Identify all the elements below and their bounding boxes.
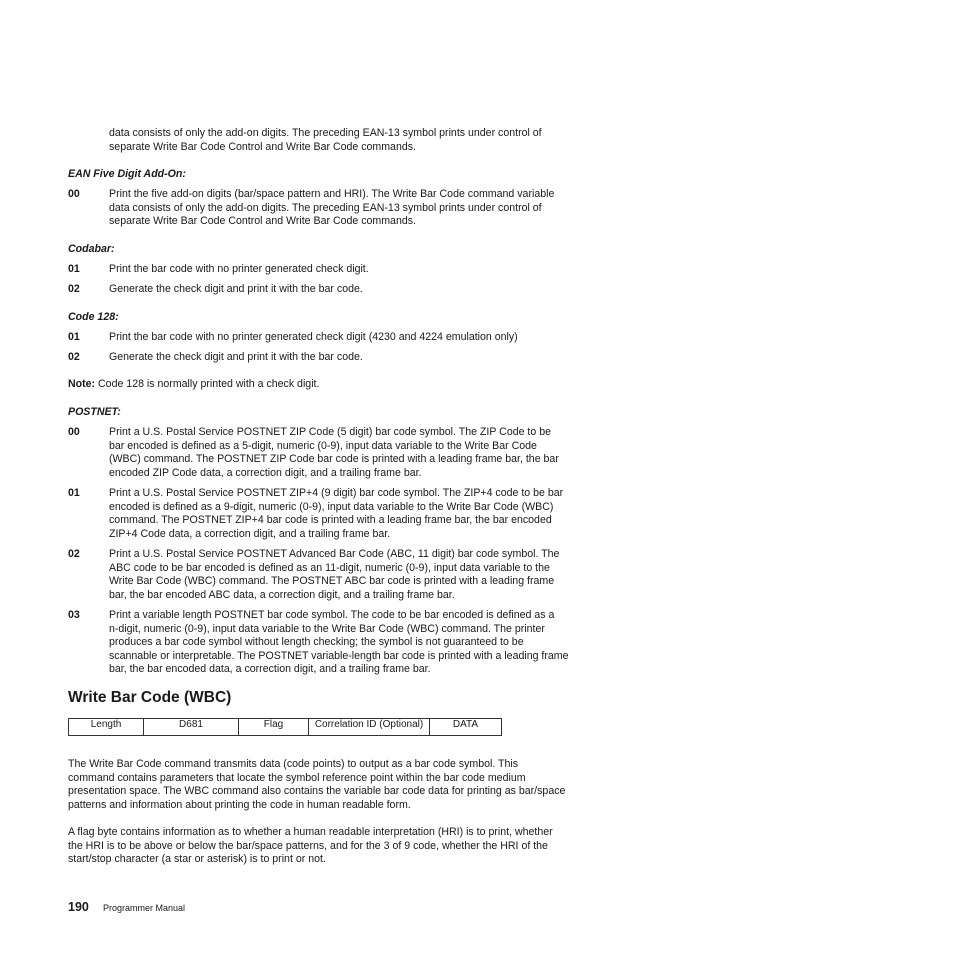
section-title-wbc: Write Bar Code (WBC) [68, 689, 232, 706]
text-line: produces a bar code symbol without length checking; the symbol is not guaranteed to be [109, 636, 524, 649]
text-line: (WBC) command. The POSTNET ZIP Code bar code is printed with a leading frame bar, the bar [109, 453, 559, 466]
intro-paragraph [109, 127, 614, 154]
text-line: bar encoded is defined as a 5-digit, numeric (0-9), input data variable to the Write Bar Code [109, 439, 537, 452]
text-line: encoded is defined as a 9-digit, numeric (0-9), input data variable to the Write Bar Code (WBC) [109, 500, 554, 513]
section-heading-codabar: Codabar: [68, 243, 115, 255]
text-line: separate Write Bar Code Control and Write Bar Code commands. [109, 140, 416, 153]
item-code: 02 [68, 351, 80, 363]
text-line: Generate the check digit and print it with the bar code. [109, 351, 363, 363]
text-line: Print a variable length POSTNET bar code symbol. The code to be bar encoded is defined as a [109, 609, 555, 621]
text-line: scannable or interpretable. The POSTNET variable-length bar code is printed with a leading frame [109, 649, 569, 662]
text-line: bar, the bar encoded ABC data, a correction digit, and a trailing frame bar. [109, 588, 455, 601]
text-line: the HRI is to be above or below the bar/space patterns, and for the 3 of 9 code, whether the HRI of the [68, 839, 548, 852]
text-line: start/stop character (a star or asterisk) is to print or not. [68, 853, 326, 866]
text-line: data consists of only the add-on digits. The preceding EAN-13 symbol prints under control of [109, 201, 542, 214]
text-line: ZIP+4 Code data, a correction digit, and a trailing frame bar. [109, 527, 391, 540]
text-line: Print a U.S. Postal Service POSTNET ZIP+4 (9 digit) bar code symbol. The ZIP+4 code to be bar [109, 487, 564, 499]
text-line: Write Bar Code (WBC) command. The POSTNET ABC bar code is printed with a leading frame [109, 575, 555, 588]
text-line: Print a U.S. Postal Service POSTNET Advanced Bar Code (ABC, 11 digit) bar code symbol. The [109, 548, 560, 560]
text-line: patterns and information about printing the code in human readable form. [68, 798, 411, 811]
item-description [109, 331, 614, 345]
text-line: presentation space. The WBC command also contains the variable bar code data for printing as bar/space [68, 785, 566, 798]
item-description [109, 548, 614, 602]
note-label: Note: [68, 378, 96, 390]
text-line: command. The POSTNET ZIP+4 bar code is printed with a leading frame bar, the bar encoded [109, 514, 552, 527]
text-line: data consists of only the add-on digits. The preceding EAN-13 symbol prints under control of [109, 127, 542, 139]
text-line: ABC code to be bar encoded is defined as an 11-digit, numeric (0-9), input data variable to the [109, 561, 550, 574]
section-heading-postnet: POSTNET: [68, 406, 121, 418]
field-correlation-id: Correlation ID (Optional) [309, 719, 430, 736]
wbc-paragraph-1 [68, 758, 565, 812]
item-code: 00 [68, 426, 80, 438]
note-text: Code 128 is normally printed with a check digit. [98, 378, 320, 390]
item-description [109, 263, 614, 277]
text-line: The Write Bar Code command transmits data (code points) to output as a bar code symbol. This [68, 758, 519, 770]
item-description [109, 609, 614, 677]
footer-title: Programmer Manual [103, 903, 186, 913]
item-code: 02 [68, 548, 80, 560]
wbc-paragraph-2 [68, 826, 553, 867]
text-line: Generate the check digit and print it with the bar code. [109, 283, 363, 295]
item-description [109, 351, 614, 365]
item-code: 01 [68, 487, 80, 499]
text-line: n-digit, numeric (0-9), input data variable to the Write Bar Code (WBC) command. The printer [109, 622, 545, 635]
text-line: Print a U.S. Postal Service POSTNET ZIP Code (5 digit) bar code symbol. The ZIP Code to be [109, 426, 551, 438]
text-line: A flag byte contains information as to whether a human readable interpretation (HRI) is to print, whether [68, 826, 553, 838]
text-line: bar, the bar encoded data, a correction digit, and a trailing frame bar. [109, 663, 431, 676]
field-flag: Flag [239, 719, 309, 736]
item-code: 03 [68, 609, 80, 621]
field-data: DATA [430, 719, 502, 736]
item-code: 01 [68, 331, 80, 343]
text-line: separate Write Bar Code Control and Write Bar Code commands. [109, 215, 416, 228]
page-number: 190 [68, 900, 89, 914]
text-line: Print the bar code with no printer generated check digit (4230 and 4224 emulation only) [109, 331, 518, 343]
note [68, 378, 319, 392]
item-description [109, 283, 614, 297]
item-description [109, 487, 614, 541]
text-line: command contains parameters that locate the symbol reference point within the bar code medium [68, 771, 526, 784]
item-code: 00 [68, 188, 80, 200]
field-length: Length [69, 719, 144, 736]
section-heading-code-128: Code 128: [68, 311, 119, 323]
text-line: Print the bar code with no printer generated check digit. [109, 263, 369, 275]
item-description [109, 188, 614, 229]
text-line: Print the five add-on digits (bar/space pattern and HRI). The Write Bar Code command variable [109, 188, 555, 200]
item-code: 02 [68, 283, 80, 295]
item-code: 01 [68, 263, 80, 275]
item-description [109, 426, 614, 480]
text-line: encoded ZIP Code data, a correction digit, and a trailing frame bar. [109, 466, 422, 479]
field-id: D681 [144, 719, 239, 736]
section-heading-ean-five: EAN Five Digit Add-On: [68, 168, 186, 180]
structured-field-diagram [68, 718, 502, 736]
